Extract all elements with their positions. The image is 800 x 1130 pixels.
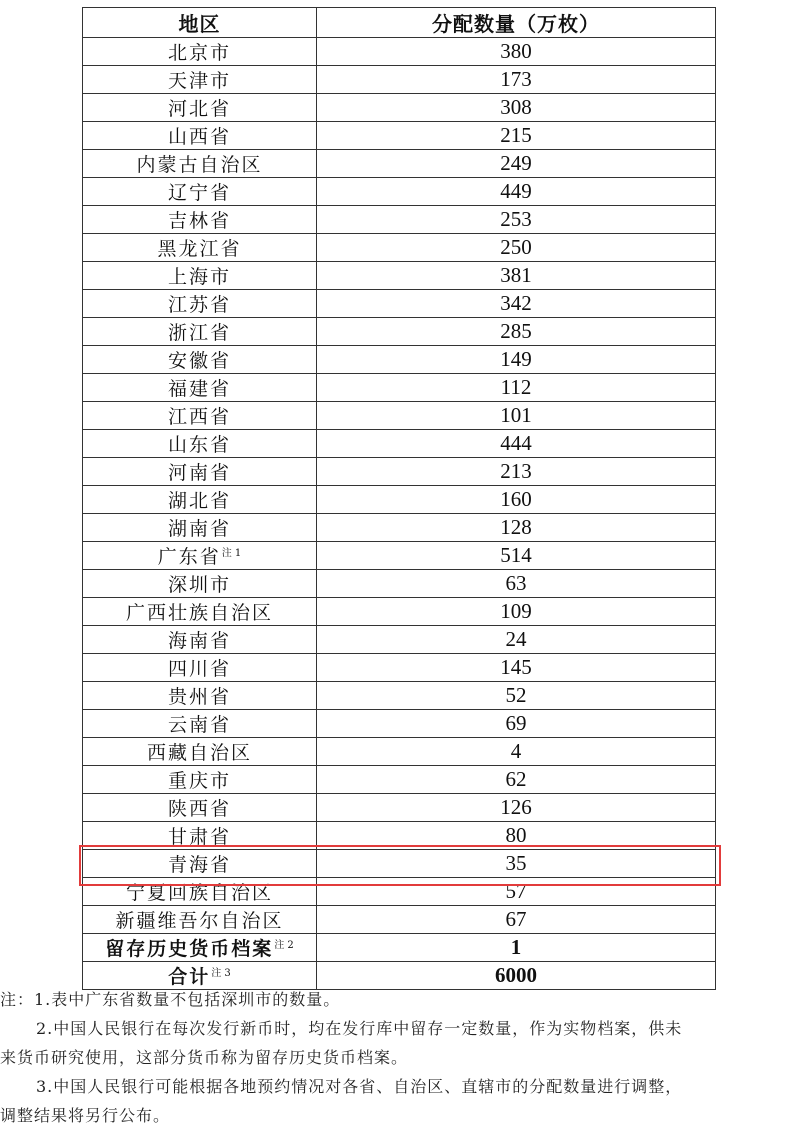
- region-name: 黑龙江省: [157, 238, 242, 260]
- table-row: [83, 94, 716, 122]
- region-name: 广东省: [157, 546, 221, 568]
- region-cell: [83, 626, 317, 654]
- region-cell: [83, 234, 317, 262]
- quantity-cell: 381: [317, 262, 716, 290]
- region-name: 甘肃省: [167, 826, 231, 848]
- region-cell: [83, 654, 317, 682]
- region-cell: [83, 262, 317, 290]
- quantity-cell: 380: [317, 38, 716, 66]
- table-row: [83, 822, 716, 850]
- region-cell: [83, 374, 317, 402]
- region-name: 天津市: [167, 70, 231, 92]
- region-cell: [83, 542, 317, 570]
- quantity-cell: 449: [317, 178, 716, 206]
- table-row: [83, 402, 716, 430]
- region-cell: [83, 766, 317, 794]
- region-cell: [83, 318, 317, 346]
- quantity-cell: 126: [317, 794, 716, 822]
- region-cell: [83, 178, 317, 206]
- table-row: [83, 570, 716, 598]
- region-cell: [83, 150, 317, 178]
- region-cell: [83, 430, 317, 458]
- table-row: [83, 262, 716, 290]
- region-name: 内蒙古自治区: [136, 154, 263, 176]
- region-cell: [83, 598, 317, 626]
- footnote-marker: 注 3: [211, 967, 231, 979]
- table-row: [83, 850, 716, 878]
- table-row: [83, 542, 716, 570]
- table-row: [83, 318, 716, 346]
- region-cell: [83, 906, 317, 934]
- table-row: [83, 38, 716, 66]
- quantity-cell: 4: [317, 738, 716, 766]
- quantity-cell: 215: [317, 122, 716, 150]
- region-name: 安徽省: [167, 350, 231, 372]
- region-cell: [83, 206, 317, 234]
- table-row: [83, 430, 716, 458]
- region-name: 重庆市: [167, 770, 231, 792]
- region-cell: [83, 66, 317, 94]
- quantity-cell: 213: [317, 458, 716, 486]
- quantity-cell: 173: [317, 66, 716, 94]
- quantity-cell: 285: [317, 318, 716, 346]
- table-row: [83, 290, 716, 318]
- table-row: [83, 626, 716, 654]
- quantity-cell: 149: [317, 346, 716, 374]
- table-body: [83, 38, 716, 990]
- quantity-cell: 67: [317, 906, 716, 934]
- quantity-cell: 6000: [317, 962, 716, 990]
- table-row: [83, 654, 716, 682]
- quantity-cell: 52: [317, 682, 716, 710]
- quantity-cell: 253: [317, 206, 716, 234]
- table-row: [83, 178, 716, 206]
- region-cell: [83, 486, 317, 514]
- quantity-cell: 1: [317, 934, 716, 962]
- quantity-cell: 145: [317, 654, 716, 682]
- table-row: [83, 682, 716, 710]
- region-name: 四川省: [167, 658, 231, 680]
- table-row: [83, 150, 716, 178]
- table-row: [83, 878, 716, 906]
- region-name: 湖北省: [167, 490, 231, 512]
- quantity-cell: 112: [317, 374, 716, 402]
- table-row: [83, 346, 716, 374]
- quantity-cell: 444: [317, 430, 716, 458]
- table-row: [83, 710, 716, 738]
- region-name: 上海市: [167, 266, 231, 288]
- table-row: [83, 486, 716, 514]
- region-cell: [83, 934, 317, 962]
- table-row: [83, 906, 716, 934]
- region-name: 广西壮族自治区: [125, 602, 273, 624]
- region-name: 江苏省: [167, 294, 231, 316]
- region-cell: [83, 710, 317, 738]
- region-name: 陕西省: [167, 798, 231, 820]
- region-name: 福建省: [167, 378, 231, 400]
- region-cell: [83, 570, 317, 598]
- quantity-cell: 57: [317, 878, 716, 906]
- region-cell: [83, 738, 317, 766]
- region-cell: [83, 290, 317, 318]
- table-row: [83, 234, 716, 262]
- quantity-cell: 62: [317, 766, 716, 794]
- region-cell: [83, 94, 317, 122]
- table-header-row: [83, 8, 716, 38]
- footnote-2-continued: 来货币研究使用，这部分货币称为留存历史货币档案。: [0, 1048, 409, 1067]
- region-name: 河南省: [167, 462, 231, 484]
- region-cell: [83, 402, 317, 430]
- quantity-column-header: 分配数量（万枚）: [317, 8, 716, 38]
- table-row: [83, 122, 716, 150]
- quantity-cell: 24: [317, 626, 716, 654]
- region-name: 山东省: [167, 434, 231, 456]
- quantity-cell: 109: [317, 598, 716, 626]
- table-row: [83, 598, 716, 626]
- table-row: [83, 458, 716, 486]
- region-name: 深圳市: [167, 574, 231, 596]
- table-row: [83, 934, 716, 962]
- region-cell: [83, 822, 317, 850]
- region-name: 合计: [168, 966, 211, 988]
- quantity-cell: 80: [317, 822, 716, 850]
- table-row: [83, 374, 716, 402]
- footnote-2: 2.中国人民银行在每次发行新币时，均在发行库中留存一定数量，作为实物档案，供未: [36, 1019, 683, 1038]
- allocation-table: [82, 7, 716, 990]
- quantity-cell: 101: [317, 402, 716, 430]
- region-cell: [83, 850, 317, 878]
- table-row: [83, 514, 716, 542]
- region-cell: [83, 682, 317, 710]
- quantity-cell: 35: [317, 850, 716, 878]
- region-name: 浙江省: [167, 322, 231, 344]
- table-row: [83, 766, 716, 794]
- region-name: 山西省: [167, 126, 231, 148]
- footnote-marker: 注 1: [221, 547, 242, 559]
- region-name: 西藏自治区: [146, 742, 252, 764]
- table-row: [83, 206, 716, 234]
- region-cell: [83, 458, 317, 486]
- region-name: 吉林省: [167, 210, 231, 232]
- region-name: 辽宁省: [167, 182, 231, 204]
- quantity-cell: 308: [317, 94, 716, 122]
- quantity-cell: 250: [317, 234, 716, 262]
- region-cell: [83, 794, 317, 822]
- table-row: [83, 66, 716, 94]
- region-name: 北京市: [167, 42, 231, 64]
- footnote-3: 3.中国人民银行可能根据各地预约情况对各省、自治区、直辖市的分配数量进行调整，: [36, 1077, 683, 1096]
- region-cell: [83, 346, 317, 374]
- region-name: 海南省: [167, 630, 231, 652]
- region-column-header: 地区: [83, 8, 317, 38]
- footnote-1: 注：1.表中广东省数量不包括深圳市的数量。: [0, 990, 341, 1009]
- quantity-cell: 249: [317, 150, 716, 178]
- quantity-cell: 69: [317, 710, 716, 738]
- region-name: 留存历史货币档案: [105, 938, 274, 960]
- footnote-marker: 注 2: [274, 939, 294, 951]
- region-name: 宁夏回族自治区: [125, 882, 273, 904]
- region-cell: [83, 514, 317, 542]
- quantity-cell: 342: [317, 290, 716, 318]
- quantity-cell: 160: [317, 486, 716, 514]
- footnote-3-continued: 调整结果将另行公布。: [0, 1106, 171, 1125]
- region-cell: [83, 878, 317, 906]
- quantity-cell: 514: [317, 542, 716, 570]
- region-cell: [83, 38, 317, 66]
- quantity-cell: 63: [317, 570, 716, 598]
- region-name: 贵州省: [167, 686, 231, 708]
- region-name: 新疆维吾尔自治区: [115, 910, 284, 932]
- quantity-cell: 128: [317, 514, 716, 542]
- table-row: [83, 794, 716, 822]
- region-name: 青海省: [167, 854, 231, 876]
- table-row: [83, 738, 716, 766]
- region-name: 江西省: [167, 406, 231, 428]
- region-name: 河北省: [167, 98, 231, 120]
- region-cell: [83, 122, 317, 150]
- region-name: 湖南省: [167, 518, 231, 540]
- footnotes: [0, 985, 800, 1130]
- region-name: 云南省: [167, 714, 231, 736]
